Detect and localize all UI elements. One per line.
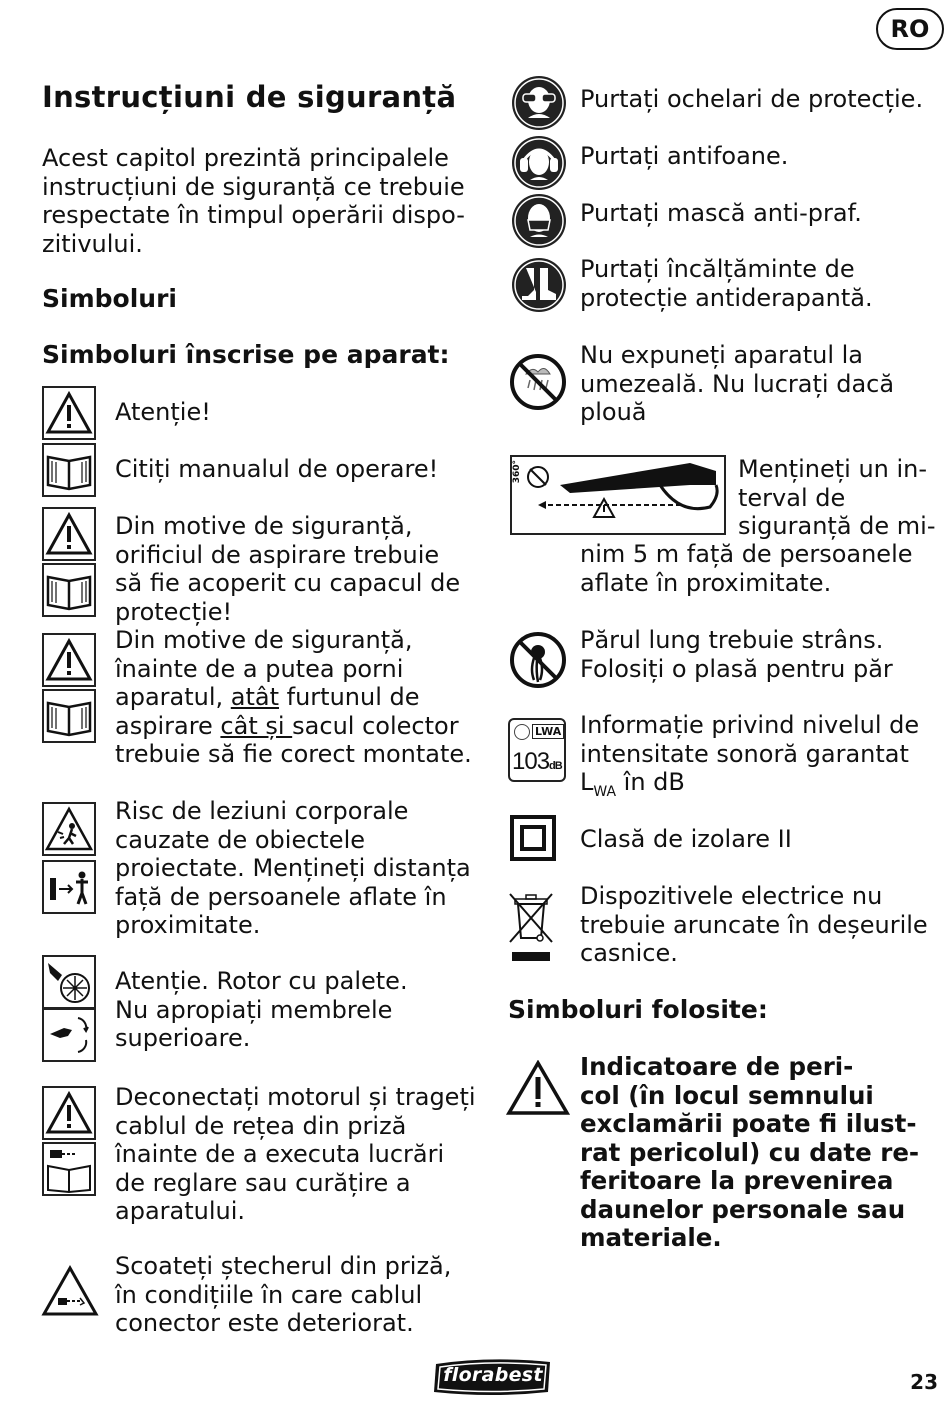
- assembly-instruction: [115, 626, 485, 769]
- goggles-text: Purtați ochelari de protecție.: [580, 85, 924, 113]
- flying-objects-warning-icon: [42, 802, 96, 856]
- text-line: în condițiile în care cablul: [115, 1280, 423, 1309]
- text-line: orificiul de aspirare trebuie: [115, 540, 440, 569]
- safety-distance-icon: [510, 455, 726, 535]
- text-line: aparatul, atât furtunul de: [115, 683, 420, 711]
- db-value: 103dB: [512, 748, 562, 775]
- text-line: înainte de a executa lucrări: [115, 1140, 445, 1168]
- text-line: Scoateți ștecherul din priză,: [115, 1252, 452, 1280]
- text-line: trebuie să fie corect montate.: [115, 740, 472, 768]
- text-line: să fie acoperit cu capacul de: [115, 569, 461, 597]
- earmuffs-text: Purtați antifoane.: [580, 142, 789, 170]
- text-line: col (în locul semnului: [580, 1080, 874, 1110]
- language-badge: RO: [876, 8, 944, 50]
- text-line: aflate în proximitate.: [580, 568, 832, 597]
- manual-book-icon: [42, 563, 96, 617]
- manual-book-icon: [42, 443, 96, 497]
- ear-protection-icon: [510, 134, 568, 192]
- text-line: aparatului.: [115, 1197, 246, 1225]
- text-line: exclamării poate fi ilust-: [580, 1109, 917, 1138]
- class-ii-text: Clasă de izolare II: [580, 825, 792, 853]
- intro-line: instrucțiuni de siguranță ce trebuie: [42, 172, 465, 201]
- text-line: cauzate de obiectele: [115, 825, 366, 854]
- text-line: Nu expuneți aparatul la: [580, 341, 863, 369]
- text-line: protecție antiderapantă.: [580, 283, 873, 312]
- danger-triangle-icon: [506, 1060, 570, 1116]
- text-line: protecție!: [115, 597, 233, 626]
- lwa-label: LWA: [532, 724, 564, 739]
- attention-text: Atenție!: [115, 398, 211, 426]
- text-line: cablul de rețea din priză: [115, 1111, 407, 1140]
- text-line: proiectate. Mențineți distanța: [115, 854, 471, 882]
- long-hair-warning-icon: [508, 630, 568, 690]
- text-line: Atenție. Rotor cu palete.: [115, 967, 408, 995]
- hair-text: [580, 626, 940, 683]
- text-line: daunelor personale sau: [580, 1194, 906, 1224]
- section-heading-device-symbols: Simboluri înscrise pe aparat:: [42, 340, 450, 369]
- safety-goggles-icon: [510, 74, 568, 132]
- text-line: superioare.: [115, 1024, 251, 1052]
- text-line: de reglare sau curățire a: [115, 1168, 411, 1197]
- text-line: Folosiți o plasă pentru păr: [580, 654, 893, 683]
- text-line: materiale.: [580, 1223, 722, 1252]
- text-line: siguranță de mi-: [738, 512, 936, 540]
- page-title: Instrucțiuni de siguranță: [42, 80, 457, 114]
- text-line: rat pericolul) cu date re-: [580, 1137, 920, 1167]
- text-line: Indicatoare de peri-: [580, 1052, 854, 1081]
- injury-warning-text: [115, 797, 485, 940]
- warning-triangle-icon: [42, 386, 96, 440]
- text-line: Din motive de siguranță,: [115, 512, 413, 540]
- text-line: plouă: [580, 398, 647, 426]
- section-heading-used-symbols: Simboluri folosite:: [508, 995, 768, 1024]
- florabest-logo: [430, 1356, 556, 1398]
- text-line: aspirare cât și sacul colector: [115, 711, 459, 740]
- keep-distance-icon: [42, 860, 96, 914]
- distance-text-bottom: [580, 540, 940, 597]
- warning-triangle-icon: [42, 633, 96, 687]
- text-line: terval de: [738, 483, 846, 512]
- damaged-cable-warning-icon: [40, 1262, 100, 1322]
- text-line: Nu apropiați membrele: [115, 995, 393, 1024]
- text-line: Risc de leziuni corporale: [115, 797, 409, 825]
- text-line: intensitate sonoră garantat: [580, 739, 909, 768]
- rain-text: [580, 341, 940, 427]
- text-line: conector este deteriorat.: [115, 1309, 414, 1337]
- text-line: Părul lung trebuie strâns.: [580, 626, 884, 654]
- danger-description: [580, 1053, 942, 1253]
- logo-text: florabest: [443, 1364, 543, 1386]
- section-heading-symbols: Simboluri: [42, 284, 177, 313]
- speaker-icon: [514, 724, 530, 740]
- text-line: proximitate.: [115, 911, 261, 939]
- text-line: înainte de a putea porni: [115, 654, 404, 683]
- intro-paragraph: [42, 144, 482, 258]
- text-line: $L_{WA}$ în dB: [580, 768, 685, 800]
- text-line: față de persoanele aflate în: [115, 882, 447, 911]
- text-line: Mențineți un in-: [738, 455, 928, 483]
- text-line: Purtați încălțăminte de: [580, 255, 855, 283]
- cover-instruction: [115, 512, 485, 626]
- text-line: Dispozitivele electrice nu: [580, 882, 883, 910]
- text-line: umezeală. Nu lucrați dacă: [580, 369, 895, 398]
- noise-text: [580, 711, 940, 806]
- unplug-manual-icon: [42, 1142, 96, 1196]
- warning-triangle-icon: [42, 1086, 96, 1140]
- text-line: trebuie aruncate în deșeurile: [580, 910, 928, 939]
- text-line: Din motive de siguranță,: [115, 626, 413, 654]
- text-line: Deconectați motorul și trageți: [115, 1083, 476, 1111]
- manual-book-icon: [42, 689, 96, 743]
- boots-text: [580, 255, 940, 312]
- disconnect-instruction: [115, 1083, 485, 1226]
- read-manual-text: Citiți manualul de operare!: [115, 455, 439, 483]
- rotor-warning-text: [115, 967, 485, 1053]
- text-line: casnice.: [580, 939, 678, 967]
- safety-boots-icon: [510, 256, 568, 314]
- page-number: 23: [910, 1370, 938, 1394]
- no-rain-icon: [508, 352, 568, 412]
- rotating-hand-icon: [42, 1008, 96, 1062]
- rotor-blade-icon: [42, 955, 96, 1009]
- warning-triangle-icon: [42, 507, 96, 561]
- sound-level-icon: [508, 718, 566, 782]
- intro-line: Acest capitol prezintă principalele: [42, 144, 449, 172]
- intro-line: respectate în timpul operării dispo-: [42, 201, 465, 229]
- text-line: Informație privind nivelul de: [580, 711, 920, 739]
- text-line: feritoare la prevenirea: [580, 1166, 894, 1195]
- weee-text: [580, 882, 940, 968]
- intro-line: zitivului.: [42, 229, 143, 258]
- crossed-bin-icon: [506, 890, 556, 966]
- mask-text: Purtați mască anti-praf.: [580, 199, 862, 227]
- dust-mask-icon: [510, 192, 568, 250]
- text-line: nim 5 m față de persoanele: [580, 540, 913, 568]
- distance-text-top: [738, 455, 943, 541]
- angle-label: 360°: [512, 460, 522, 484]
- class-ii-insulation-icon: [510, 815, 556, 861]
- unplug-damaged-cable-text: [115, 1252, 485, 1338]
